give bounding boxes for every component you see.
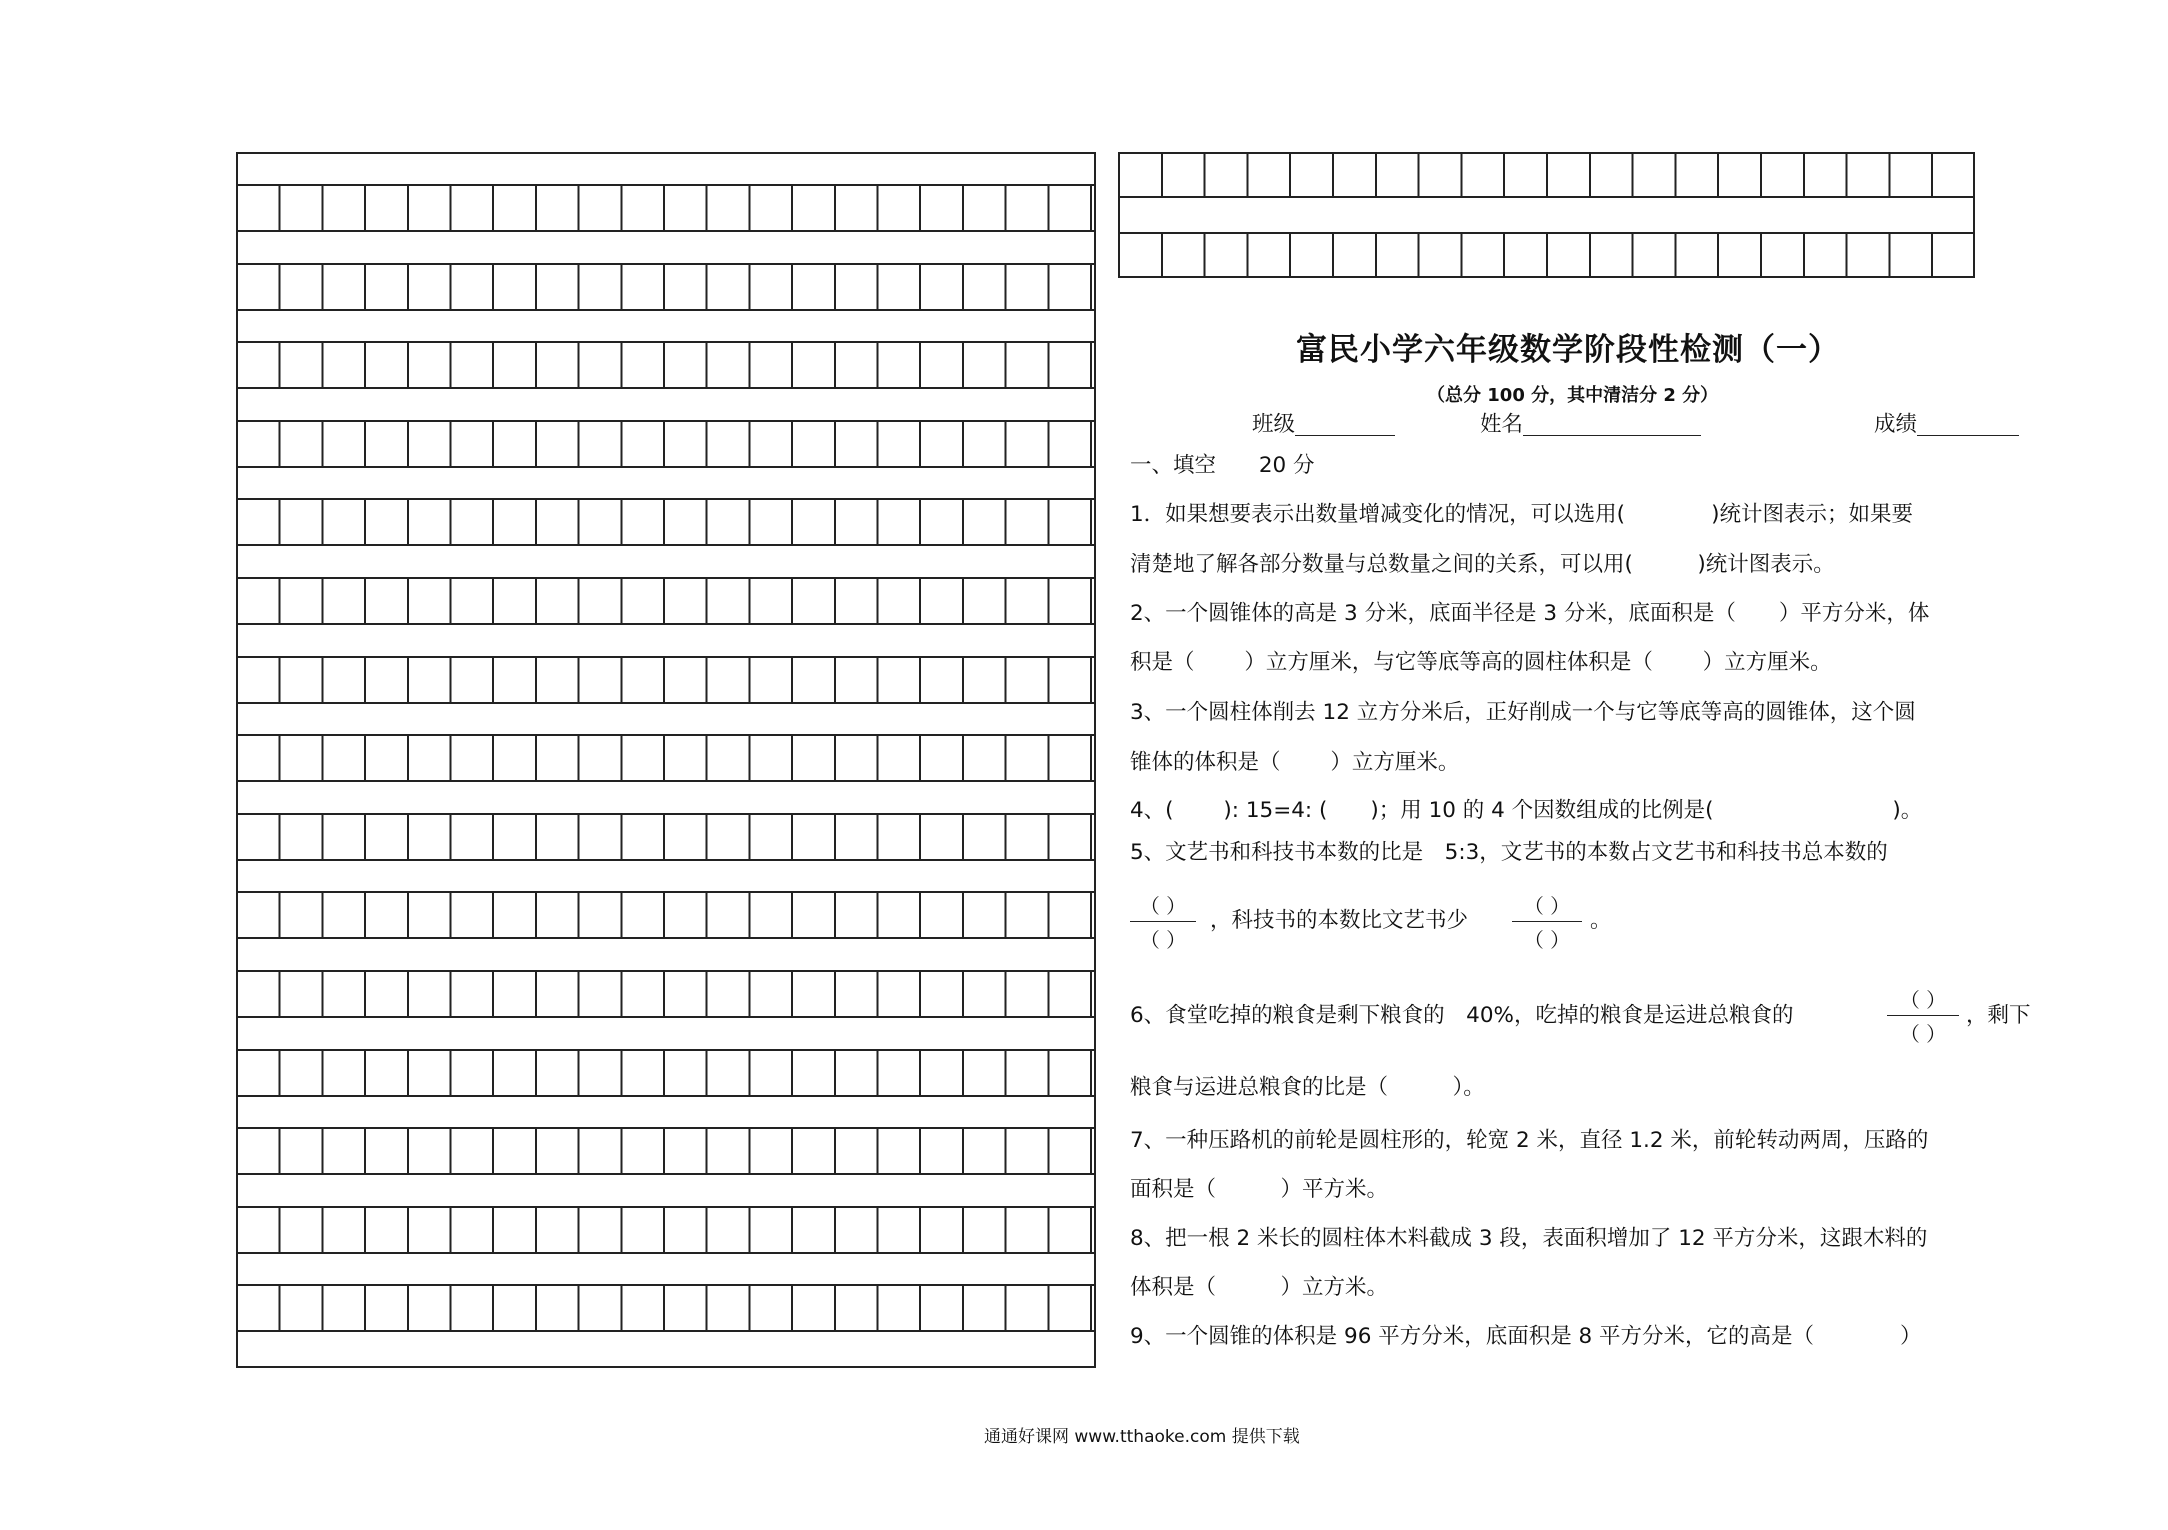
name-blank[interactable]	[1523, 415, 1701, 436]
grid-box-row	[238, 577, 1094, 625]
fraction-numerator: （ ）	[1139, 894, 1187, 918]
question-4-line-1: 4、( ): 15=4: ( )；用 10 的 4 个因数组成的比例是( )。	[1130, 798, 1923, 823]
fraction-bar	[1130, 921, 1196, 922]
grid-box-row	[238, 1127, 1094, 1175]
question-8-line-1: 8、把一根 2 米长的圆柱体木料截成 3 段，表面积增加了 12 平方分米，这跟木料的	[1130, 1226, 1928, 1251]
question-1-line-2: 清楚地了解各部分数量与总数量之间的关系，可以用( )统计图表示。	[1130, 552, 1835, 577]
question-7-line-1: 7、一种压路机的前轮是圆柱形的，轮宽 2 米，直径 1.2 米，前轮转动两周，压路的	[1130, 1128, 1929, 1153]
fraction-bar	[1512, 921, 1582, 922]
name-label: 姓名	[1480, 412, 1524, 437]
question-2-line-2: 积是（ ）立方厘米，与它等底等高的圆柱体积是（ ）立方厘米。	[1130, 650, 1832, 675]
fraction-bar	[1887, 1015, 1959, 1016]
fraction-numerator: （ ）	[1523, 894, 1571, 918]
question-5-fraction-2	[1512, 890, 1582, 953]
grid-box-row	[238, 1284, 1094, 1332]
class-field[interactable]	[1252, 414, 1395, 436]
question-7-line-2: 面积是（ ）平方米。	[1130, 1177, 1389, 1202]
fraction-numerator: （ ）	[1899, 988, 1947, 1012]
question-6-fraction	[1887, 984, 1959, 1047]
question-5-mid-text: ，科技书的本数比文艺书少	[1210, 908, 1469, 933]
grid-box-row	[238, 1049, 1094, 1097]
fraction-denominator: （ ）	[1899, 1022, 1947, 1046]
section-points: 20 分	[1258, 453, 1315, 478]
question-2-line-1: 2、一个圆锥体的高是 3 分米，底面半径是 3 分米，底面积是（ ）平方分米，体	[1130, 601, 1930, 626]
writing-grid-left	[236, 152, 1096, 1368]
question-5-line-1: 5、文艺书和科技书本数的比是 5:3，文艺书的本数占文艺书和科技书总本数的	[1130, 840, 1888, 865]
class-blank[interactable]	[1295, 415, 1395, 436]
grid-box-row	[238, 1206, 1094, 1254]
score-label: 成绩	[1874, 412, 1918, 437]
grid-box-row	[238, 734, 1094, 782]
question-3-line-2: 锥体的体积是（ ）立方厘米。	[1130, 750, 1460, 775]
grid-box-row	[238, 184, 1094, 232]
grid-box-row	[1120, 232, 1973, 278]
grid-box-row	[1120, 152, 1973, 198]
section-heading	[1130, 455, 1315, 477]
name-field[interactable]	[1480, 414, 1701, 436]
question-6-part-1: 6、食堂吃掉的粮食是剩下粮食的 40%，吃掉的粮食是运进总粮食的	[1130, 1003, 1794, 1028]
class-label: 班级	[1252, 412, 1296, 437]
grid-box-row	[238, 813, 1094, 861]
exam-title: 富民小学六年级数学阶段性检测（一）	[1296, 332, 1840, 368]
question-9-line-1: 9、一个圆锥的体积是 96 平方分米，底面积是 8 平方分米，它的高是（ ）	[1130, 1324, 1922, 1349]
question-8-line-2: 体积是（ ）立方米。	[1130, 1275, 1389, 1300]
grid-box-row	[238, 656, 1094, 704]
grid-box-row	[238, 341, 1094, 389]
grid-box-row	[238, 970, 1094, 1018]
grid-box-row	[238, 263, 1094, 311]
question-6-part-2: ，剩下	[1966, 1003, 2031, 1028]
question-6-line-2: 粮食与运进总粮食的比是（ ）。	[1130, 1075, 1485, 1100]
section-title: 一、填空	[1130, 453, 1217, 478]
score-blank[interactable]	[1917, 415, 2019, 436]
question-1-line-1: 1．如果想要表示出数量增减变化的情况，可以选用( )统计图表示；如果要	[1130, 502, 1913, 527]
fraction-denominator: （ ）	[1139, 928, 1187, 952]
grid-box-row	[238, 498, 1094, 546]
score-field[interactable]	[1874, 414, 2019, 436]
question-5-end: 。	[1590, 908, 1612, 933]
question-3-line-1: 3、一个圆柱体削去 12 立方分米后，正好削成一个与它等底等高的圆锥体，这个圆	[1130, 700, 1916, 725]
grid-box-row	[238, 891, 1094, 939]
grid-box-row	[238, 420, 1094, 468]
question-5-fraction-1	[1130, 890, 1196, 953]
footer-credit: 通通好课网 www.tthaoke.com 提供下载	[984, 1427, 1300, 1447]
exam-subtitle: （总分 100 分，其中清洁分 2 分）	[1427, 385, 1719, 406]
fraction-denominator: （ ）	[1523, 928, 1571, 952]
writing-grid-right	[1118, 152, 1975, 278]
